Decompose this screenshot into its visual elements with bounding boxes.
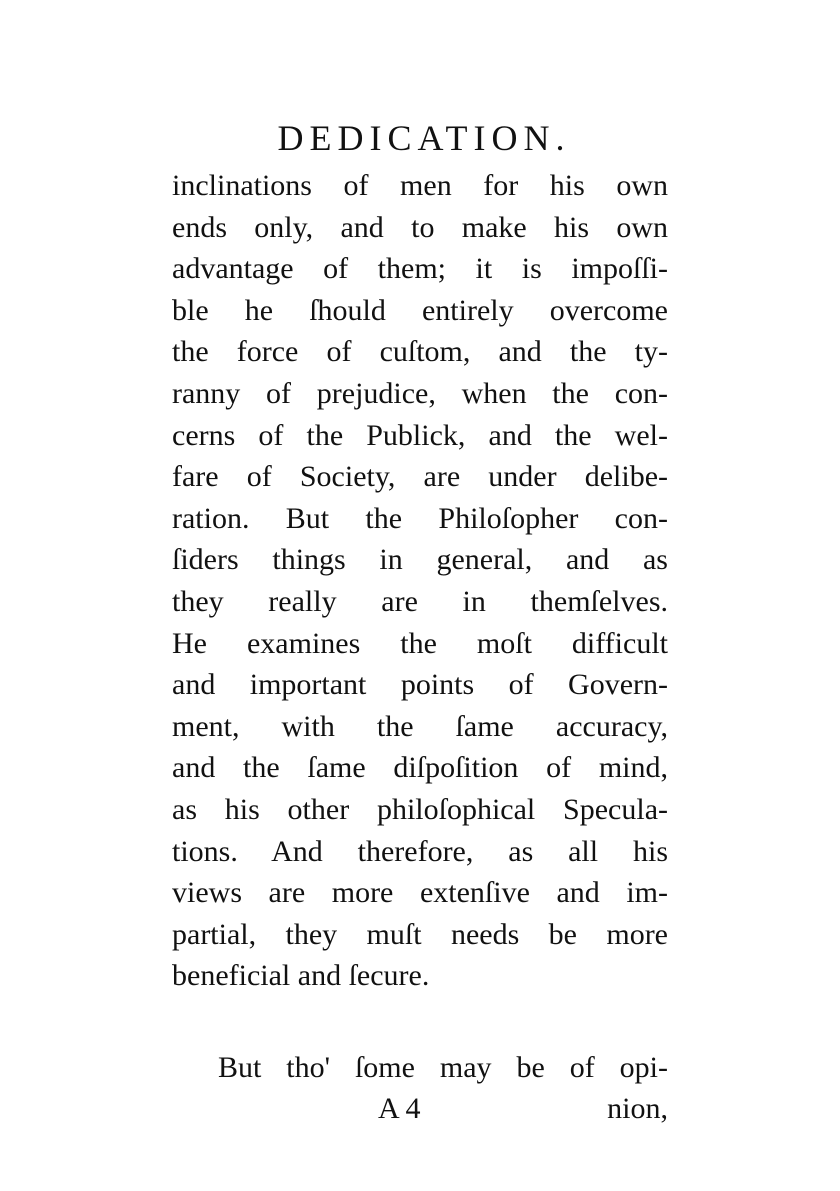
text-line: beneficial and ſecure. (172, 959, 430, 993)
text-line: ranny of prejudice, when the con- (172, 376, 668, 410)
text-line: inclinations of men for his own (172, 169, 668, 202)
running-head: DEDICATION. (277, 118, 571, 158)
text-line: partial, they muſt needs be more (172, 917, 668, 951)
text-line: the force of cuſtom, and the ty- (172, 335, 668, 369)
text-line: He examines the moſt difficult (172, 626, 668, 660)
text-line: cerns of the Publick, and the wel- (172, 418, 668, 452)
text-line: as his other philoſophical Specula- (172, 792, 668, 826)
text-line: ration. But the Philoſopher con- (172, 501, 668, 535)
paragraph-1 (172, 165, 668, 997)
catchword: nion, (607, 1092, 668, 1125)
paragraph-2-first-line: But tho' ſome may be of opi- (218, 1051, 668, 1084)
text-line: and the ſame diſpoſition of mind, (172, 751, 668, 785)
signature-mark: A 4 (378, 1092, 421, 1125)
text-line: advantage of them; it is impoſſi- (172, 252, 668, 286)
text-line: ſiders things in general, and as (172, 543, 668, 577)
text-line: they really are in themſelves. (172, 584, 668, 618)
page-footer (0, 1088, 840, 1130)
text-line: fare of Society, are under delibe- (172, 460, 668, 494)
text-line: and important points of Govern- (172, 668, 668, 702)
text-line: ment, with the ſame accuracy, (172, 709, 668, 743)
text-line: ends only, and to make his own (172, 210, 668, 244)
text-line: views are more extenſive and im- (172, 876, 668, 910)
text-line: ble he ſhould entirely overcome (172, 293, 668, 327)
text-line: tions. And therefore, as all his (172, 834, 668, 868)
